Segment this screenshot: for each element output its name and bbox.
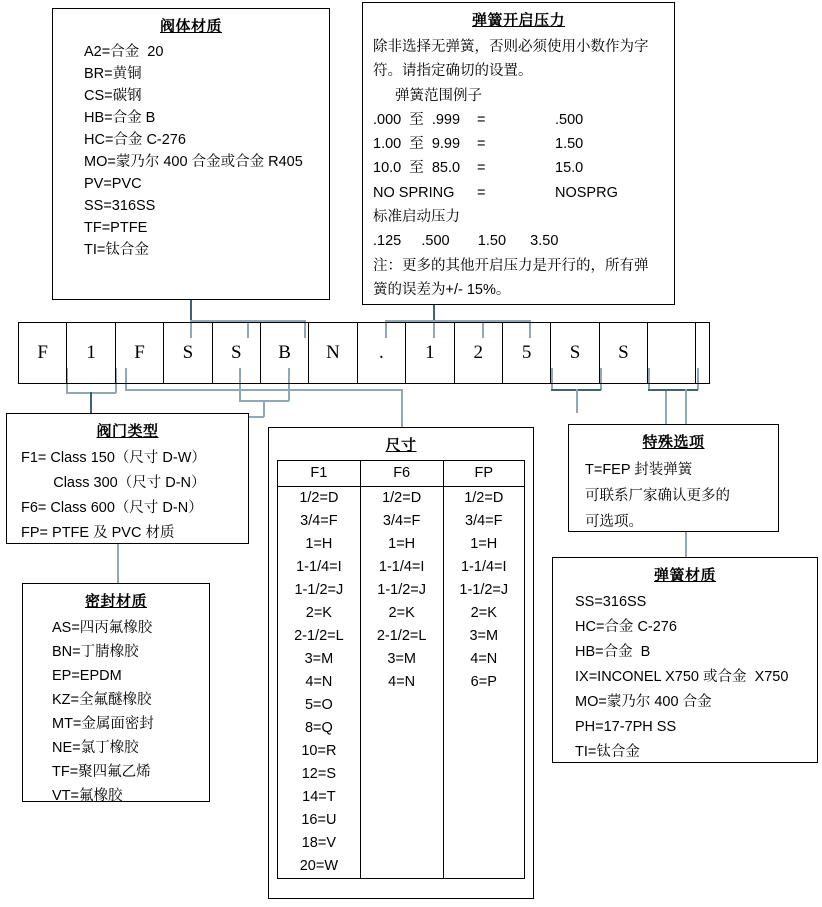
connector-size-run: [125, 389, 402, 391]
table-row: [278, 487, 525, 511]
table-cell: [443, 717, 524, 740]
valve-type-list: [7, 446, 248, 546]
list-item: PV=PVC: [84, 176, 142, 192]
spring-material-title: 弹簧材质: [653, 567, 716, 584]
table-row: [278, 510, 525, 533]
code-cell-10[interactable]: 2: [455, 323, 503, 383]
spring-range: 1.00 至 9.99: [373, 136, 461, 153]
list-item: IX=INCONEL X750 或合金 X750: [575, 669, 789, 685]
list-item: HC=合金 C-276: [575, 619, 677, 635]
size-table-body: [278, 487, 525, 879]
spring-range-row: [373, 108, 674, 132]
code-cell-1[interactable]: F: [19, 323, 67, 383]
list-item: BN=丁腈橡胶: [52, 644, 139, 660]
list-item: MT=金属面密封: [52, 716, 154, 732]
list-item: EP=EPDM: [52, 668, 122, 684]
connector-special-options-stem: [665, 389, 667, 424]
spring-value: 15.0: [555, 160, 584, 177]
table-row: [278, 602, 525, 625]
spring-pressure-box: [362, 2, 675, 305]
special-options-box: [568, 424, 779, 532]
list-item: NE=氯丁橡胶: [52, 740, 139, 756]
spring-value: NOSPRG: [555, 184, 618, 201]
table-row: [278, 717, 525, 740]
table-cell: 8=Q: [278, 717, 361, 740]
table-cell: 1-1/4=I: [278, 556, 361, 579]
valve-type-box: [6, 413, 249, 544]
table-cell: 2-1/2=L: [360, 625, 443, 648]
table-cell: [443, 855, 524, 879]
table-cell: 3=M: [360, 648, 443, 671]
list-item: AS=四丙氟橡胶: [52, 620, 153, 636]
code-cell-4[interactable]: S: [164, 323, 212, 383]
size-table-box: [268, 427, 534, 899]
list-item: VT=氟橡胶: [52, 788, 123, 804]
spring-range: .000 至 .999: [373, 111, 461, 128]
code-cell-11[interactable]: 5: [503, 323, 551, 383]
table-cell: 16=U: [278, 809, 361, 832]
table-row: [278, 740, 525, 763]
table-cell: 14=T: [278, 786, 361, 809]
table-cell: 1-1/2=J: [443, 579, 524, 602]
table-cell: 4=N: [278, 671, 361, 694]
table-cell: [360, 832, 443, 855]
spring-equals: =: [477, 111, 486, 128]
list-item: TF=聚四氟乙烯: [52, 764, 151, 780]
spring-equals: =: [477, 184, 486, 201]
spring-pressure-body: [363, 35, 674, 302]
list-item: PH=17-7PH SS: [575, 719, 677, 735]
table-cell: 3/4=F: [360, 510, 443, 533]
spring-range-row: [373, 156, 674, 180]
table-cell: [360, 809, 443, 832]
table-cell: 1=H: [443, 533, 524, 556]
spring-standard-heading: 标准启动压力: [373, 209, 460, 226]
table-cell: 2-1/2=L: [278, 625, 361, 648]
code-cell-5[interactable]: S: [213, 323, 261, 383]
list-item: SS=316SS: [575, 594, 647, 610]
table-cell: 1-1/4=I: [443, 556, 524, 579]
spring-range: 10.0 至 85.0: [373, 160, 461, 177]
connector-spring-material-bar: [648, 389, 698, 391]
table-row: [278, 855, 525, 879]
list-item: HC=合金 C-276: [84, 132, 186, 148]
table-row: [278, 671, 525, 694]
table-row: [278, 832, 525, 855]
list-item: MO=蒙乃尔 400 合金或合金 R405: [84, 154, 303, 170]
code-cell-8[interactable]: .: [358, 323, 406, 383]
spring-pressure-title: 弹簧开启压力: [471, 12, 565, 29]
table-cell: 3=M: [278, 648, 361, 671]
list-item: HB=合金 B: [575, 644, 651, 660]
part-number-code-row[interactable]: [18, 322, 710, 384]
spring-material-box: [552, 557, 818, 763]
spring-range: NO SPRING: [373, 184, 455, 201]
size-table-title: 尺寸: [385, 437, 417, 454]
connector-valve-type-stem: [90, 392, 92, 414]
table-cell: 1-1/2=J: [278, 579, 361, 602]
spring-standard-values: .125 .500 1.50 3.50: [373, 233, 559, 250]
connector-seal-material-stem-down: [263, 400, 265, 417]
table-row: [278, 809, 525, 832]
table-cell: 1=H: [360, 533, 443, 556]
table-cell: [443, 740, 524, 763]
table-cell: 10=R: [278, 740, 361, 763]
column-header-f1: F1: [278, 461, 361, 487]
code-cell-12[interactable]: S: [551, 323, 599, 383]
list-item: KZ=全氟醚橡胶: [52, 692, 152, 708]
spring-value: .500: [555, 111, 584, 128]
table-header-row: [278, 461, 525, 487]
list-item: TI=钛合金: [84, 242, 149, 258]
list-item: CS=碳钢: [84, 88, 142, 104]
column-header-fp: FP: [443, 461, 524, 487]
list-item: 可联系厂家确认更多的: [585, 488, 730, 504]
list-item: T=FEP 封装弹簧: [585, 462, 693, 478]
table-cell: 18=V: [278, 832, 361, 855]
spring-equals: =: [477, 136, 486, 153]
spring-range-row: [373, 181, 674, 205]
table-cell: 1=H: [278, 533, 361, 556]
seal-material-box: [22, 583, 210, 802]
table-cell: [443, 832, 524, 855]
list-item: Class 300（尺寸 D-N）: [21, 475, 206, 491]
code-cell-15[interactable]: [696, 323, 744, 383]
table-cell: 2=K: [278, 602, 361, 625]
spring-pressure-intro: 除非选择无弹簧，否则必须使用小数作为字符。请指定确切的设置。: [373, 39, 649, 80]
list-item: F1= Class 150（尺寸 D-W）: [21, 450, 206, 466]
table-cell: 1-1/2=J: [360, 579, 443, 602]
table-cell: 4=N: [443, 648, 524, 671]
table-cell: 20=W: [278, 855, 361, 879]
table-cell: [360, 763, 443, 786]
list-item: 可选项。: [585, 514, 643, 530]
table-cell: 1/2=D: [360, 487, 443, 511]
table-cell: 3/4=F: [278, 510, 361, 533]
code-cell-13[interactable]: S: [600, 323, 648, 383]
spring-material-list: [553, 590, 817, 765]
table-cell: [360, 740, 443, 763]
table-cell: 2=K: [360, 602, 443, 625]
list-item: SS=316SS: [84, 198, 156, 214]
valve-body-material-list: [53, 41, 329, 261]
table-cell: 2=K: [443, 602, 524, 625]
spring-value: 1.50: [555, 136, 584, 153]
spring-pressure-examples-heading: 弹簧范围例子: [395, 87, 482, 104]
list-item: TF=PTFE: [84, 220, 148, 236]
size-table: [277, 460, 525, 879]
code-cell-9[interactable]: 1: [406, 323, 454, 383]
connector-special-options-stem-2: [576, 389, 578, 413]
list-item: BR=黄铜: [84, 66, 142, 82]
table-cell: [443, 694, 524, 717]
table-row: [278, 763, 525, 786]
table-cell: 4=N: [360, 671, 443, 694]
table-cell: 12=S: [278, 763, 361, 786]
table-row: [278, 579, 525, 602]
spring-pressure-note: 注：更多的其他开启压力是开行的，所有弹簧的误差为+/- 15%。: [373, 257, 649, 298]
connector-body-material-stem: [190, 300, 192, 322]
list-item: F6= Class 600（尺寸 D-N）: [21, 500, 203, 516]
code-cell-2[interactable]: 1: [67, 323, 115, 383]
table-row: [278, 786, 525, 809]
list-item: A2=合金 20: [84, 44, 164, 60]
valve-body-material-box: [52, 8, 330, 300]
table-row: [278, 556, 525, 579]
table-cell: 5=O: [278, 694, 361, 717]
list-item: FP= PTFE 及 PVC 材质: [21, 525, 175, 541]
table-cell: 3/4=F: [443, 510, 524, 533]
code-cell-7[interactable]: N: [309, 323, 357, 383]
valve-type-title: 阀门类型: [96, 423, 159, 440]
valve-body-material-title: 阀体材质: [159, 18, 222, 35]
code-cell-14[interactable]: [648, 323, 696, 383]
connector-size-stem: [401, 389, 403, 427]
table-cell: 6=P: [443, 671, 524, 694]
list-item: MO=蒙乃尔 400 合金: [575, 694, 712, 710]
spring-range-row: [373, 132, 674, 156]
table-cell: 1/2=D: [278, 487, 361, 511]
table-cell: [360, 855, 443, 879]
code-cell-3[interactable]: F: [116, 323, 164, 383]
special-options-list: [569, 457, 778, 535]
table-cell: 3=M: [443, 625, 524, 648]
column-header-f6: F6: [360, 461, 443, 487]
table-cell: [360, 694, 443, 717]
table-cell: 1-1/4=I: [360, 556, 443, 579]
list-item: HB=合金 B: [84, 110, 156, 126]
table-cell: [443, 763, 524, 786]
table-cell: [360, 717, 443, 740]
table-row: [278, 625, 525, 648]
table-cell: [443, 786, 524, 809]
seal-material-title: 密封材质: [84, 593, 147, 610]
table-cell: 1/2=D: [443, 487, 524, 511]
special-options-title: 特殊选项: [642, 434, 705, 451]
list-item: TI=钛合金: [575, 744, 640, 760]
table-row: [278, 648, 525, 671]
table-row: [278, 533, 525, 556]
code-cell-6[interactable]: B: [261, 323, 309, 383]
table-cell: [360, 786, 443, 809]
table-row: [278, 694, 525, 717]
table-cell: [443, 809, 524, 832]
seal-material-list: [23, 616, 209, 808]
spring-equals: =: [477, 160, 486, 177]
